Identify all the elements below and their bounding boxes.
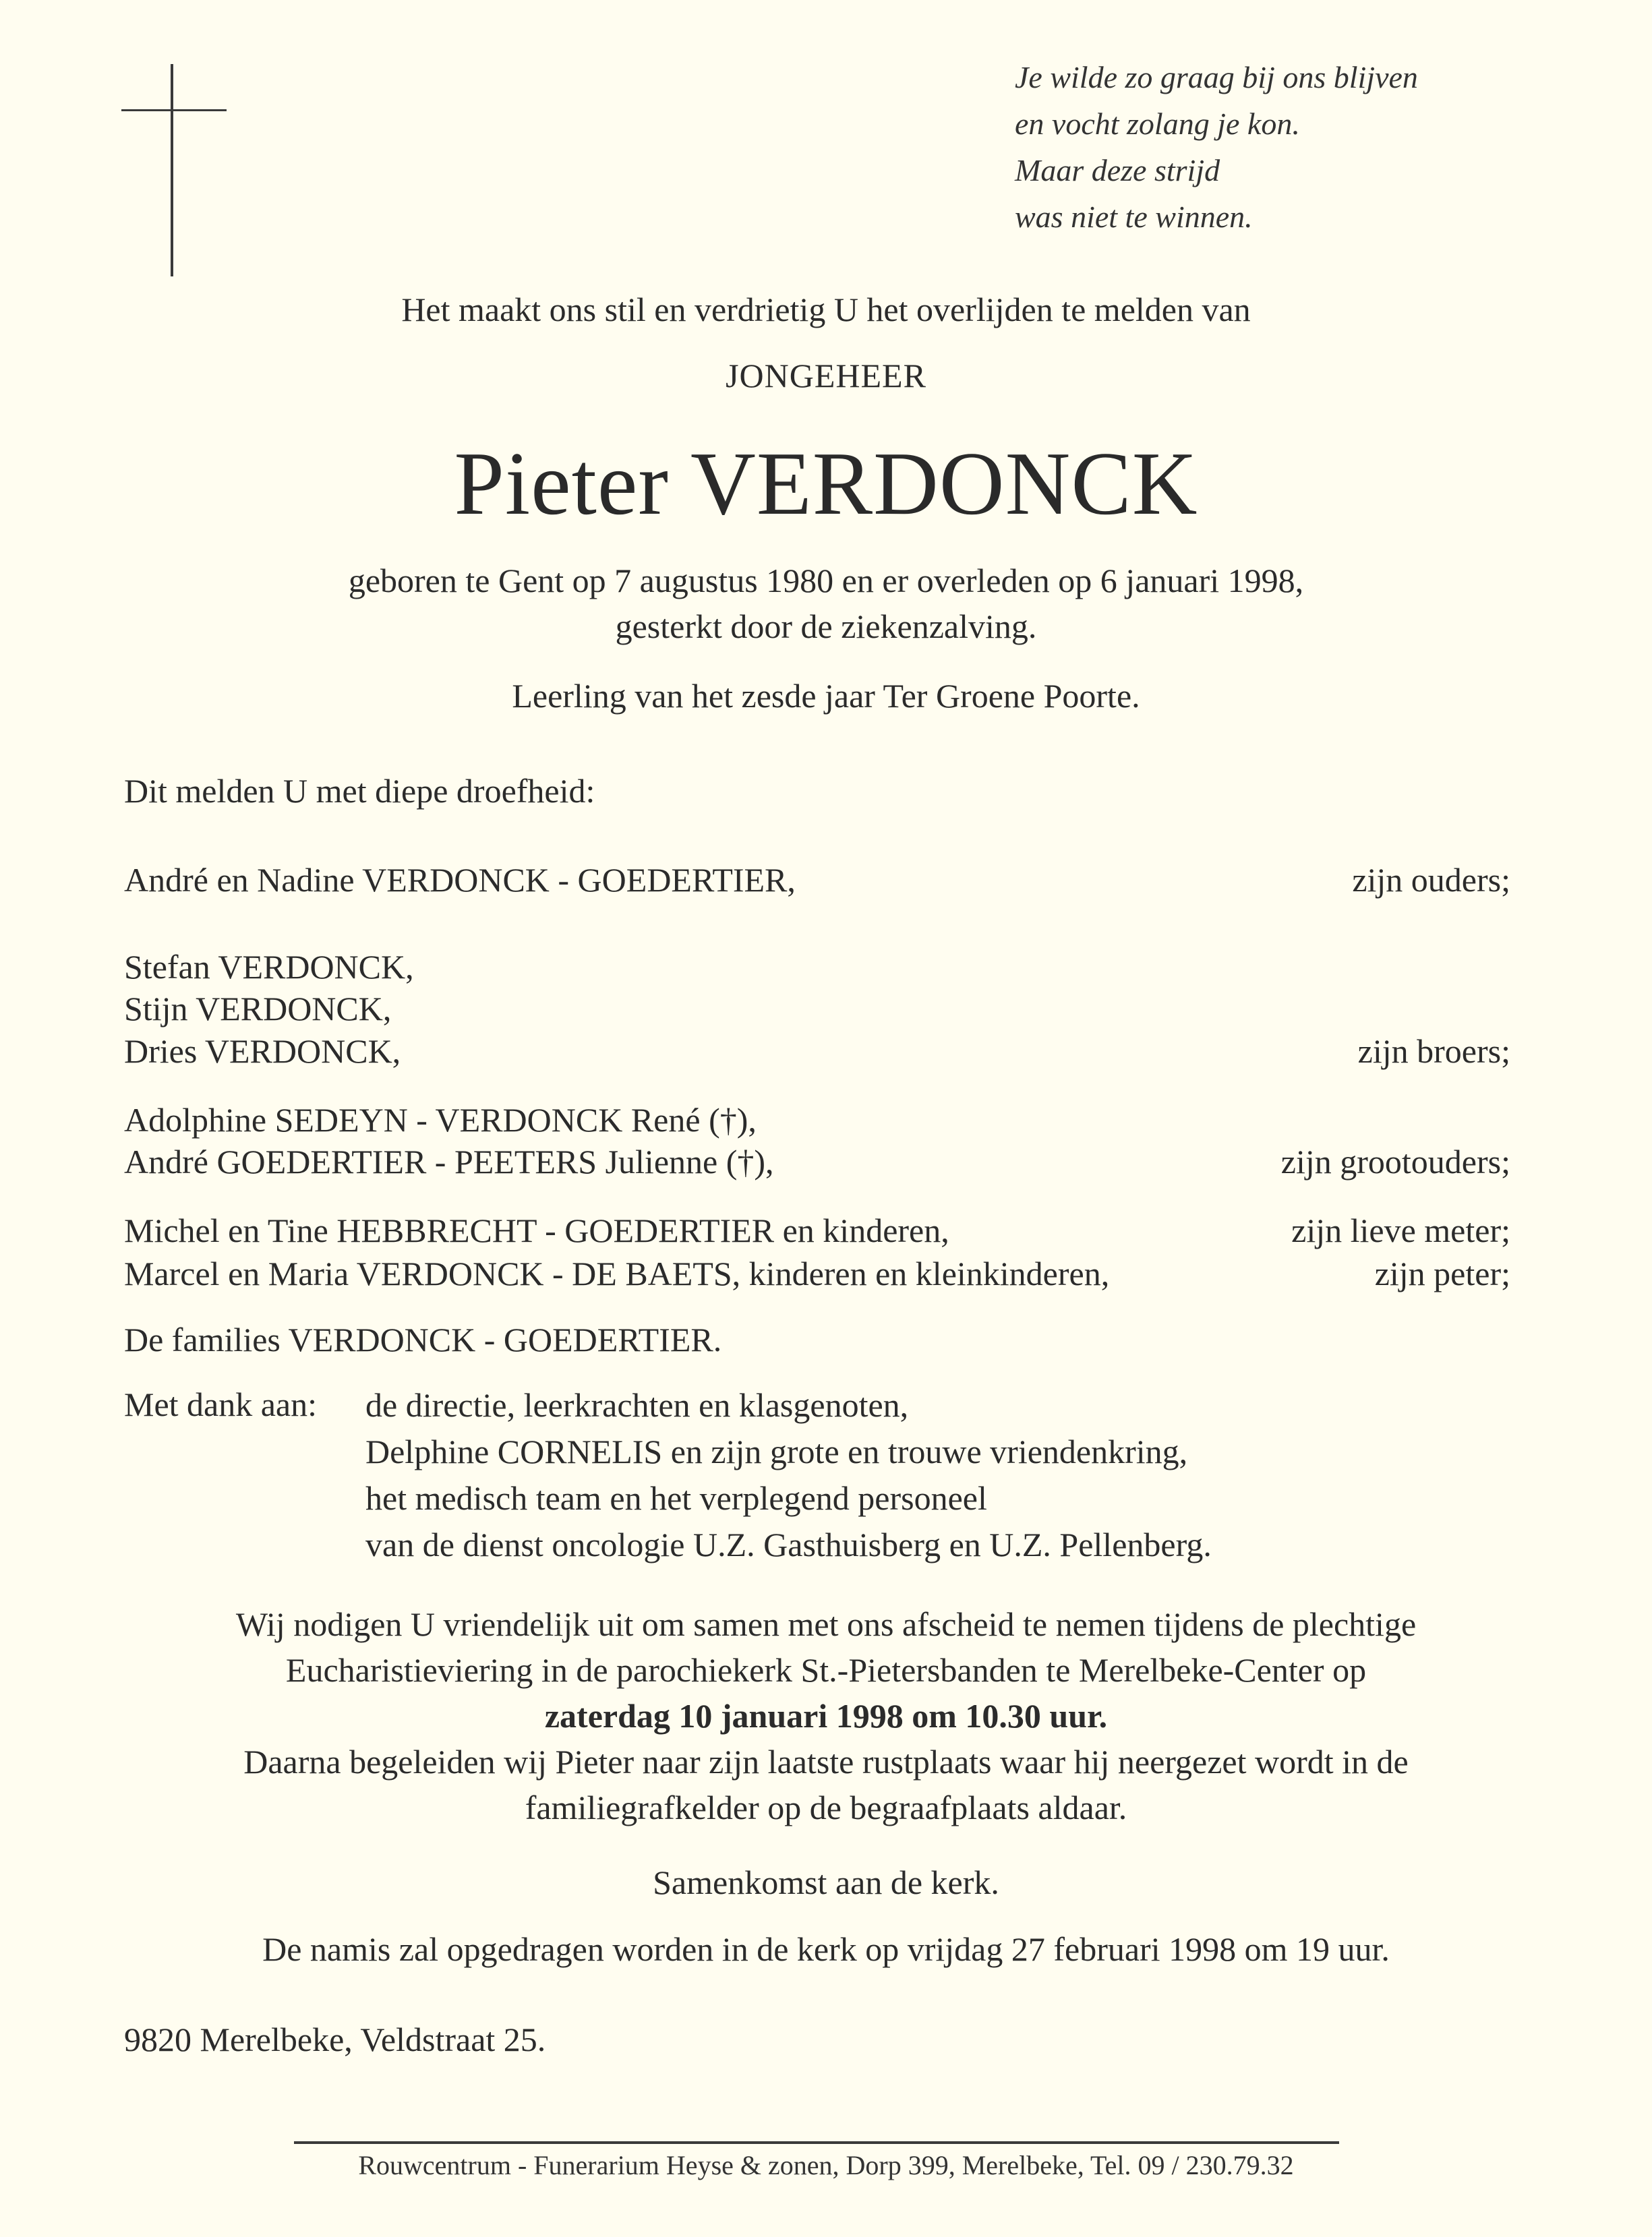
thanks-item: van de dienst oncologie U.Z. Gasthuisberg en U.Z. Pellenberg.: [365, 1526, 1212, 1563]
anointing-line: gesterkt door de ziekenzalving.: [615, 607, 1037, 645]
footer-divider: [294, 2141, 1339, 2144]
funeral-home-info: Rouwcentrum - Funerarium Heyse & zonen, Dorp 399, Merelbeke, Tel. 09 / 230.79.32: [358, 2150, 1294, 2180]
thanks-item: het medisch team en het verplegend personeel: [365, 1479, 987, 1517]
godfather-relation: zijn peter;: [1374, 1255, 1510, 1292]
intro-text: Het maakt ons stil en verdrietig U het overlijden te melden van: [401, 291, 1251, 328]
grandparents-name: Adolphine SEDEYN - VERDONCK René (†),: [124, 1101, 757, 1139]
poem-line: en vocht zolang je kon.: [1015, 107, 1300, 141]
deceased-name: Pieter VERDONCK: [454, 434, 1198, 533]
thanks-label: Met dank aan:: [124, 1385, 318, 1423]
home-address: 9820 Merelbeke, Veldstraat 25.: [124, 2021, 546, 2058]
ceremony-date: zaterdag 10 januari 1998 om 10.30 uur.: [544, 1697, 1108, 1735]
brother-name: Dries VERDONCK,: [124, 1032, 401, 1070]
brother-name: Stefan VERDONCK,: [124, 948, 414, 986]
godfather-names: Marcel en Maria VERDONCK - DE BAETS, kinderen en kleinkinderen,: [124, 1255, 1110, 1292]
poem-line: Maar deze strijd: [1015, 153, 1220, 187]
godmother-relation: zijn lieve meter;: [1291, 1212, 1510, 1249]
thanks-item: Delphine CORNELIS en zijn grote en trouwe vriendenkring,: [365, 1433, 1188, 1470]
poem: [1015, 54, 1418, 240]
gathering-line: Samenkomst aan de kerk.: [653, 1863, 999, 1901]
invitation-line: Wij nodigen U vriendelijk uit om samen met ons afscheid te nemen tijdens de plechtige: [235, 1605, 1417, 1643]
burial-line: familiegrafkelder op de begraafplaats aldaar.: [525, 1789, 1127, 1826]
invitation-line: Eucharistieviering in de parochiekerk St.-Pietersbanden te Merelbeke-Center op: [285, 1651, 1367, 1689]
poem-line: Je wilde zo graag bij ons blijven: [1015, 60, 1418, 94]
announce-line: Dit melden U met diepe droefheid:: [124, 772, 595, 810]
birth-death-line: geboren te Gent op 7 augustus 1980 en er overleden op 6 januari 1998,: [348, 562, 1304, 599]
grandparents-relation: zijn grootouders;: [1280, 1143, 1510, 1181]
namis-line: De namis zal opgedragen worden in de kerk op vrijdag 27 februari 1998 om 19 uur.: [262, 1930, 1390, 1968]
grandparents-name: André GOEDERTIER - PEETERS Julienne (†),: [124, 1143, 774, 1181]
families-line: De families VERDONCK - GOEDERTIER.: [124, 1321, 722, 1359]
thanks-item: de directie, leerkrachten en klasgenoten,: [365, 1386, 909, 1424]
burial-line: Daarna begeleiden wij Pieter naar zijn laatste rustplaats waar hij neergezet wordt in de: [243, 1743, 1409, 1781]
parents-names: André en Nadine VERDONCK - GOEDERTIER,: [124, 861, 796, 899]
brothers-relation: zijn broers;: [1357, 1032, 1510, 1070]
parents-relation: zijn ouders;: [1352, 861, 1510, 899]
thanks-list: [365, 1382, 1212, 1568]
poem-line: was niet te winnen.: [1015, 200, 1253, 234]
cross-vertical-bar: [171, 64, 173, 276]
school-line: Leerling van het zesde jaar Ter Groene Poorte.: [512, 677, 1140, 715]
honorific-title: JONGEHEER: [726, 357, 926, 394]
brother-name: Stijn VERDONCK,: [124, 990, 392, 1027]
cross-horizontal-bar: [121, 109, 227, 111]
godmother-names: Michel en Tine HEBBRECHT - GOEDERTIER en kinderen,: [124, 1212, 949, 1249]
